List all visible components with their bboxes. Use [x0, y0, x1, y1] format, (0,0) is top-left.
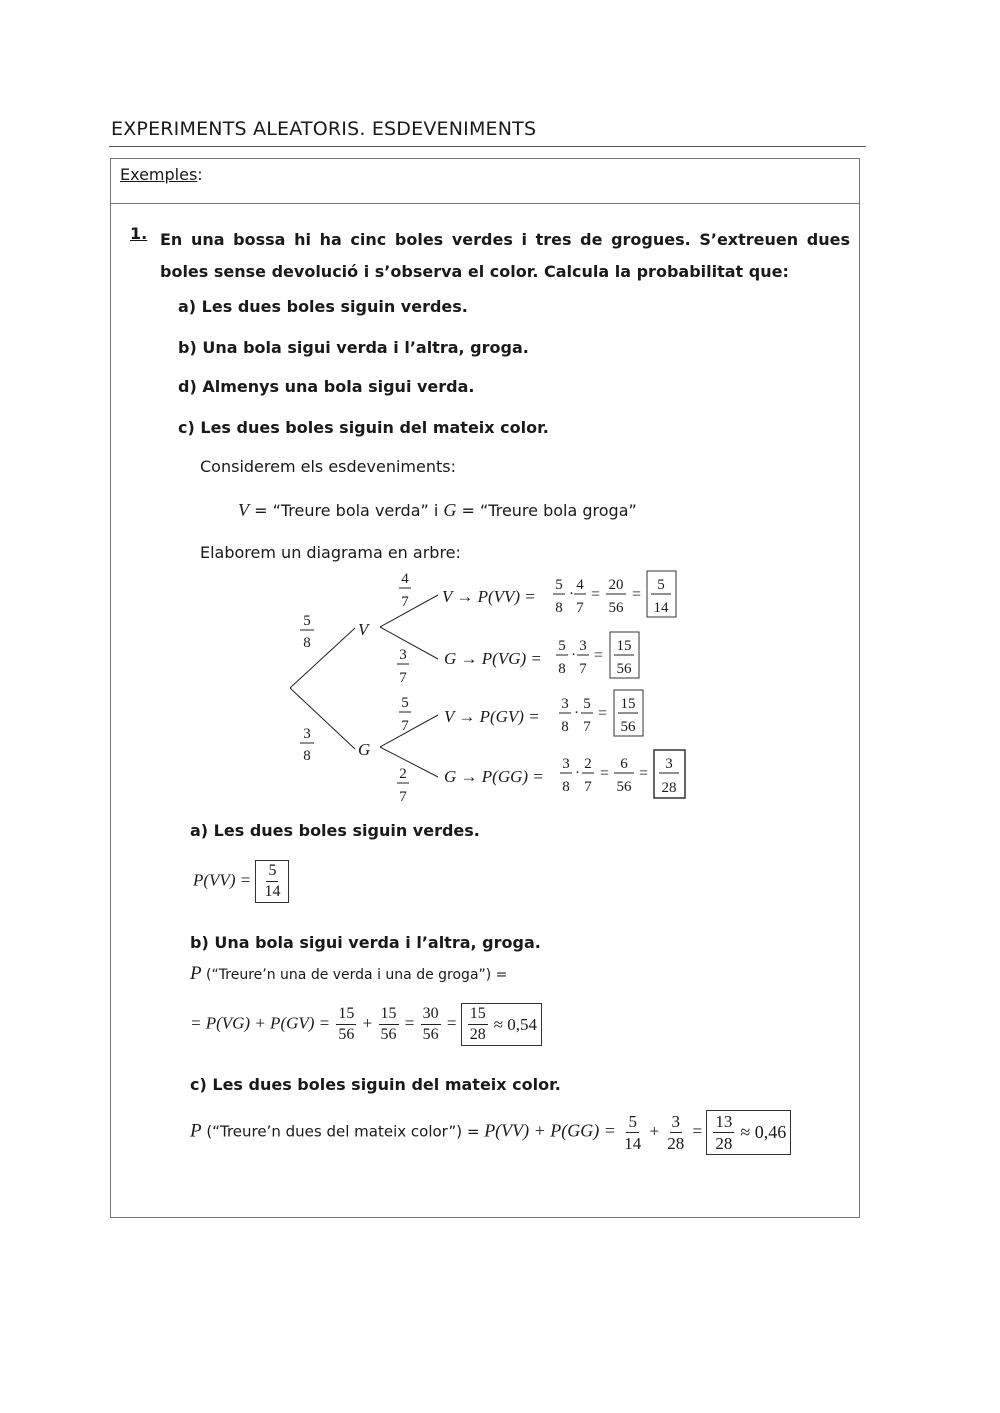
plus-symbol: +	[362, 1013, 373, 1033]
tree-branch-vg	[380, 627, 438, 659]
branch-vv-num: 4	[401, 571, 409, 587]
leaf-vv-box-den: 14	[653, 600, 669, 616]
answer-a-den: 14	[264, 883, 281, 900]
answer-b-f2	[379, 1006, 399, 1043]
leaf-gv-f2-num: 5	[583, 696, 591, 712]
equals-symbol: =	[594, 647, 604, 664]
answer-b-approx: ≈ 0,54	[493, 1014, 538, 1034]
answer-a-box	[255, 860, 289, 903]
leaf-vv-f1-den: 8	[555, 600, 563, 616]
elaborem-text: Elaborem un diagrama en arbre:	[200, 543, 461, 562]
examples-box-separator	[110, 203, 860, 204]
answer-c-f2-num: 3	[671, 1112, 681, 1131]
answer-a-lhs: P(VV) =	[193, 870, 252, 890]
answer-b-p: P	[190, 963, 202, 984]
equals-symbol: =	[598, 705, 608, 722]
events-definition	[238, 500, 637, 521]
tree-branch-g	[290, 688, 355, 749]
examples-label-colon: :	[197, 165, 203, 184]
tree-branch-gg	[380, 747, 438, 777]
leaf-gv-f2-den: 7	[583, 719, 591, 735]
branch-gg-den: 7	[399, 789, 407, 805]
leaf-gv-f1-den: 8	[561, 719, 569, 735]
leaf-vg-label: G → P(VG) =	[444, 649, 542, 668]
equals-symbol: =	[639, 765, 649, 782]
answer-c-f1	[622, 1113, 643, 1152]
dot-symbol: ·	[569, 586, 574, 602]
equals-symbol: =	[692, 1121, 703, 1141]
event-g-symbol: G	[443, 500, 457, 520]
leaf-vv-r-den: 56	[608, 600, 624, 616]
equals-symbol: =	[446, 1013, 457, 1033]
page-title: EXPERIMENTS ALEATORIS. ESDEVENIMENTS	[111, 118, 537, 140]
title-rule	[109, 146, 866, 147]
branch-gg-num: 2	[399, 766, 407, 782]
answer-b-box-num: 15	[468, 1006, 488, 1025]
fraction-first-g-den: 8	[303, 748, 311, 764]
branch-gv-num: 5	[401, 695, 409, 711]
answer-b-r-num: 30	[421, 1006, 441, 1025]
question-d: d) Almenys una bola sigui verda.	[178, 377, 475, 396]
dot-symbol: ·	[571, 647, 576, 663]
answer-b-line2	[190, 1003, 542, 1046]
leaf-vv-label: V → P(VV) =	[442, 587, 536, 606]
leaf-gg-f1-den: 8	[562, 779, 570, 795]
answer-b-f2-num: 15	[379, 1006, 399, 1025]
answer-c-heading: c) Les dues boles siguin del mateix color.	[190, 1075, 561, 1094]
problem-statement: En una bossa hi ha cinc boles verdes i tres de grogues. S’extreuen dues boles sense devolució i s’observa el color. Calcula la probabilitat que:	[160, 230, 850, 281]
equals-symbol: =	[632, 586, 642, 603]
examples-label-text: Exemples	[120, 165, 198, 184]
answer-b-f2-den: 56	[380, 1026, 397, 1043]
answer-b-r	[421, 1006, 441, 1043]
leaf-vg-f1-den: 8	[558, 661, 566, 677]
equals-symbol: =	[404, 1013, 415, 1033]
branch-vg-den: 7	[399, 670, 407, 686]
branch-vv-den: 7	[401, 594, 409, 610]
question-c: c) Les dues boles siguin del mateix color.	[178, 418, 549, 437]
leaf-vv-box-num: 5	[657, 577, 665, 593]
answer-c-f1-num: 5	[628, 1112, 637, 1131]
leaf-vg-box-num: 15	[616, 638, 632, 654]
leaf-gg-r-den: 56	[616, 779, 632, 795]
answer-b-quote: (“Treure’n una de verda i una de groga”) =	[201, 967, 508, 983]
answer-b-heading: b) Una bola sigui verda i l’altra, groga.	[190, 933, 541, 952]
answer-c-p: P	[190, 1120, 202, 1142]
leaf-vg-f1-num: 5	[558, 638, 566, 654]
answer-b-line1	[190, 963, 507, 985]
answer-c-quote: (“Treure’n dues del mateix color”) =	[201, 1122, 485, 1141]
leaf-gv-label: V → P(GV) =	[444, 707, 540, 726]
event-v-definition: = “Treure bola verda” i	[249, 501, 444, 520]
leaf-gv-f1-num: 3	[561, 696, 569, 712]
dot-symbol: ·	[575, 765, 580, 781]
answer-c-box-num: 13	[715, 1112, 733, 1131]
leaf-vg-f2-num: 3	[579, 638, 587, 654]
answer-b-r-den: 56	[422, 1026, 439, 1043]
leaf-gg-f1-num: 3	[562, 756, 570, 772]
answer-b-box-fraction	[468, 1006, 488, 1043]
answer-c-box-fraction	[713, 1113, 734, 1152]
tree-node-g: G	[358, 740, 371, 759]
leaf-vg-box-den: 56	[616, 661, 632, 677]
event-g-definition: = “Treure bola groga”	[456, 501, 637, 520]
fraction-first-v-num: 5	[303, 613, 311, 629]
equals-symbol: =	[591, 586, 601, 603]
answer-b-f1-num: 15	[336, 1006, 356, 1025]
answer-c-f2	[665, 1113, 686, 1152]
answer-b-f1	[336, 1006, 356, 1043]
tree-node-v: V	[358, 620, 369, 639]
leaf-gv-box-den: 56	[620, 719, 636, 735]
tree-branch-vv	[380, 595, 438, 627]
answer-b-box-den: 28	[469, 1026, 486, 1043]
leaf-gg-label: G → P(GG) =	[444, 767, 544, 786]
problem-number: 1.	[130, 224, 148, 243]
tree-branch-v	[290, 628, 355, 688]
answer-c-formula	[190, 1110, 791, 1155]
leaf-gg-box-den: 28	[661, 780, 677, 796]
leaf-gv-box-num: 15	[620, 696, 636, 712]
leaf-gg-box-num: 3	[665, 756, 673, 772]
answer-b-box	[461, 1003, 542, 1046]
question-b: b) Una bola sigui verda i l’altra, groga.	[178, 338, 529, 357]
leaf-vv-r-num: 20	[608, 577, 624, 593]
branch-vg-num: 3	[399, 647, 407, 663]
leaf-vv-f2-den: 7	[576, 600, 584, 616]
answer-c-f1-den: 14	[624, 1134, 642, 1153]
answer-c-box	[706, 1110, 791, 1155]
plus-symbol: +	[649, 1121, 660, 1141]
leaf-gg-f2-num: 2	[584, 756, 592, 772]
answer-b-lhs: = P(VG) + P(GV) =	[190, 1013, 331, 1033]
considerem-text: Considerem els esdeveniments:	[200, 457, 456, 476]
answer-a-formula	[193, 860, 289, 903]
event-v-symbol: V	[238, 500, 249, 520]
answer-c-expr: P(VV) + P(GG) =	[484, 1120, 616, 1141]
dot-symbol: ·	[574, 705, 579, 721]
probability-tree	[270, 565, 700, 810]
leaf-gg-f2-den: 7	[584, 779, 592, 795]
tree-branch-gv	[380, 715, 438, 747]
answer-a-fraction	[262, 863, 282, 900]
answer-c-approx: ≈ 0,46	[740, 1122, 787, 1142]
answer-b-f1-den: 56	[338, 1026, 355, 1043]
leaf-vg-f2-den: 7	[579, 661, 587, 677]
leaf-vv-f1-num: 5	[555, 577, 563, 593]
examples-label	[120, 165, 203, 184]
fraction-first-g-num: 3	[303, 726, 311, 742]
leaf-gg-r-num: 6	[620, 756, 628, 772]
equals-symbol: =	[600, 765, 610, 782]
branch-gv-den: 7	[401, 718, 409, 734]
answer-c-box-den: 28	[715, 1134, 733, 1153]
answer-a-heading: a) Les dues boles siguin verdes.	[190, 821, 480, 840]
answer-c-f2-den: 28	[667, 1134, 685, 1153]
fraction-first-v-den: 8	[303, 635, 311, 651]
answer-a-num: 5	[266, 863, 278, 882]
leaf-vv-f2-num: 4	[576, 577, 584, 593]
question-a: a) Les dues boles siguin verdes.	[178, 297, 468, 316]
